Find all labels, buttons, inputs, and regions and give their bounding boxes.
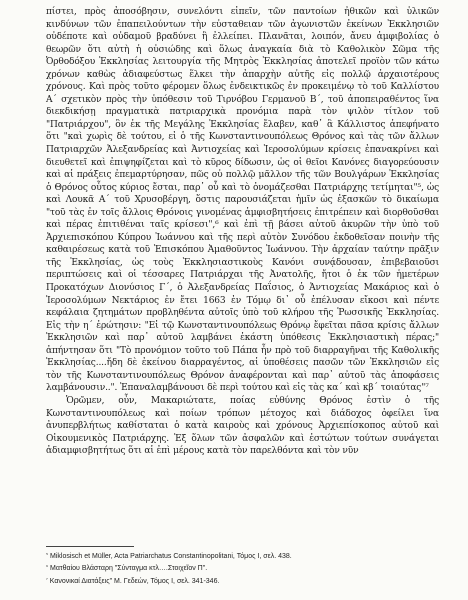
footnote-6-marker: ⁶ — [46, 564, 49, 571]
footnote-6 — [46, 562, 439, 574]
footnote-separator — [46, 546, 134, 547]
footnote-5-text: Miklosisch et Müller, Acta Patriarchatus Constantinopolitani, Τόμος Ι, σελ. 438. — [50, 553, 292, 560]
footnotes — [46, 550, 439, 587]
body-text — [46, 6, 439, 458]
footnote-5-marker: ⁵ — [46, 552, 49, 558]
footnote-7-text: Κανονικαί Διατάξεις" Μ. Γεδεών, Τόμος Ι, σελ. 341-346. — [49, 577, 220, 585]
paragraph-1: πίστει, πρὸς ἀποσόβησιν, συνελόντι εἰπεῖν, τῶν παντοίων ἠθικῶν καὶ ὑλικῶν κινδύνων τῶν ἐπαπειλούντων τὴν εὐσταθειαν τῶν ἀγωνιστῶν ἐκείνων Ἐκκλησιῶν οὐδέποτε καὶ οὐδαμοῦ βραδύνει ἢ ἐλλείπει. Πλανᾶται, λοιπόν, ἄνευ ἀμφιβολίας ὁ θεωρῶν ὅτι αὐτὴ ἡ οὐσιώδης καὶ ὅλως ἀναγκαία διὰ τὸ Καθολικὸν Σῶμα τῆς Ὀρθοδόξου Ἐκκλησίας λειτουργία τῆς Μητρὸς Ἐκκλησίας ἀποτελεῖ προϊὸν τῶν κάτω χρόνων καθὼς ἀδιαφεύστως ἕλκει τὴν ἀπαρχὴν αὐτῆς εἰς πολλῷ ἀρχαιοτέρους χρόνους. Καὶ πρὸς τοῦτο φέρομεν ὅλως ἐνδεικτικῶς ἐν προκειμένῳ τὸ τοῦ Καλλίστου Α΄ σχετικὸν πρὸς τὴν ὑπόθεσιν τοῦ Τιρνόβου Γερμανοῦ Β΄, τοῦ ἀποπειραθέντος ἵνα διεκδικήσῃ πραγματικὰ πατριαρχικὰ προνόμια παρὰ τὸν ψιλὸν τίτλον τοῦ "Πατριάρχου", ὃν ἐκ τῆς Μεγάλης Ἐκκλησίας ἔλαβεν, καθ᾽ ἃ Κάλλιστος ἀπεφήνατο ὅτι "καὶ χωρὶς δὲ τούτου, εἰ ὁ τῆς Κωνσταντινουπόλεως Θρόνος καὶ τὰς τῶν ἄλλων Πατριαρχῶν Ἀλεξανδρείας καὶ Ἀντιοχείας καὶ Ἱεροσολύμων κρίσεις ἐπανακρίνει καὶ διευθετεῖ καὶ ἐπιψηφίζεται καὶ τὸ κῦρος δίδωσιν, ὡς οἱ θεῖοι Κανόνες διαγορεύουσιν καὶ αἱ πράξεις ἐπεμαρτύρησαν, πῶς οὐ πολλῷ μᾶλλον τῆς τῶν Βουλγάρων Ἐκκλησίας ὁ Θρόνος οὗτος κύριος ἔσται, παρ᾽ οὗ καὶ τὸ ὀνομάζεσθαι Πατριάρχης τετίμηται"⁵, ὡς καὶ Λουκᾶ Α΄ τοῦ Χρυσοβέργη, ὅστις παρουσιάζεται ἡμῖν ὡς ἐξασκῶν τὸ δικαίωμα "τοῦ τὰς ἐν τοῖς ἄλλοις Θρόνοις γινομένας ἀμφισβητήσεις ἐπιτρέπειν καὶ διορθοῦσθαι καὶ πέρας ἐπιτιθέναι ταῖς κρίσεσι",⁶ καὶ ἐπὶ τῇ βάσει αὐτοῦ ἀκυρῶν τὴν ὑπὸ τοῦ Ἀρχιεπισκόπου Κύπρου Ἰωάννου καὶ τῆς περὶ αὐτὸν Συνόδου ἐκδοθεῖσαν ποινὴν τῆς καθαιρέσεως κατὰ τοῦ Ἐπισκόπου Ἀμαθοῦντος Ἰωάννου. Τὴν ἀρχαίαν ταύτην πρᾶξιν τῆς Ἐκκλησίας, ὡς τοὺς Ἐκκλησιαστικοὺς Κανόνι συνᾴδουσαν, ἐπιβεβαιοῦσι περιπτώσεις καὶ οἱ τέσσαρες Πατριάρχαι τῆς Ἀνατολῆς, ἤτοι ὁ ἐκ τῶν ἡμετέρων Προκατόχων Διονύσιος Γ΄, ὁ Ἀλεξανδρείας Παΐσιος, ὁ Ἀντιοχείας Μακάριος καὶ ὁ Ἱεροσολύμων Νεκτάριος ἐν ἔτει 1663 ἐν Τόμῳ δι᾽ οὗ ἐπέλυσαν εἴκοσι καὶ πέντε κεφάλαια ζητημάτων προβληθέντα αὐτοῖς ὑπὸ τοῦ κλήρου τῆς Ῥωσσικῆς Ἐκκλησίας. Εἰς τὴν η΄ ἐρώτησιν: "Εἰ τῷ Κωνσταντινουπόλεως Θρόνῳ ἔφεῖται πᾶσα κρίσις ἄλλων Ἐκκλησιῶν καὶ παρ᾽ αὐτοῦ λαμβάνει ἑκάστη ὑπόθεσις Ἐκκλησιαστικὴ πέρας;" ἀπήντησαν ὅτι "Τὸ προνόμιον τοῦτο τοῦ Πάπα ἦν πρὸ τοῦ διαρραγῆναι τῆς Καθολικῆς Ἐκκλησίας....ἤδη δὲ ἐκείνου διαρραγέντος, αἱ ὑποθέσεις πασῶν τῶν Ἐκκλησιῶν εἰς τὸν τῆς Κωνσταντινουπόλεως Θρόνον ἀναφέρονται καὶ παρ᾽ αὐτοῦ τὰς ἀποφάσεις λαμβάνουσιν..". Ἐπαναλαμβάνουσι δὲ περὶ τούτου καὶ εἰς τὰς κα΄ καὶ κβ΄ τοιαύτας"⁷ — [46, 7, 439, 394]
paragraph-2: Ὁρῶμεν, οὖν, Μακαριώτατε, ποίας εὐθύνης Θρόνος ἐστὶν ὁ τῆς Κωνσταντινουπόλεως καὶ ποίων τρόπων μέτοχος καὶ διάδοχος ὀφείλει ἵνα ἀνυπερβλήτως καθίσταται ὁ κατὰ καιροὺς καὶ χρόνους Ἀρχιεπίσκοπος αὐτοῦ καὶ Οἰκουμενικὸς Πατριάρχης. Ἐξ ὅλων τῶν ἀσφαλῶν καὶ ἐστώτων τούτων συνάγεται ἀδιαμφισβητήτως ὅτι αἱ ἐπὶ μέρους κατὰ τὸν παρελθόντα καὶ τὸν νῦν — [46, 395, 439, 457]
footnote-7 — [46, 575, 439, 587]
footnote-6-text: Ματθαίου Βλάσταρη "Σύνταγμα κτλ….Στοιχεῖον Π". — [50, 565, 208, 573]
footnote-5 — [46, 550, 439, 562]
footnote-7-marker: ⁷ — [46, 576, 48, 583]
